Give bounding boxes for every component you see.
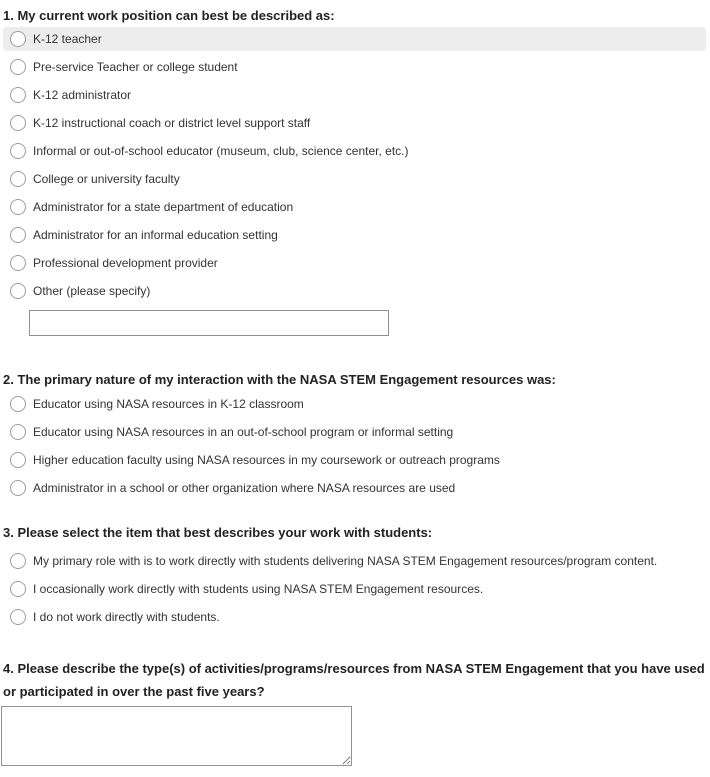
option-label: I occasionally work directly with students using NASA STEM Engagement resources.	[33, 582, 484, 596]
radio-icon[interactable]	[10, 199, 26, 215]
option-row[interactable]	[3, 139, 706, 163]
option-row[interactable]	[3, 167, 706, 191]
question-2-options	[3, 392, 706, 500]
option-label: Pre-service Teacher or college student	[33, 60, 238, 74]
option-row-other[interactable]	[3, 279, 706, 303]
option-label: Administrator for a state department of education	[33, 200, 294, 214]
option-row[interactable]	[3, 448, 706, 472]
question-4	[3, 657, 706, 771]
option-row[interactable]	[3, 549, 706, 573]
other-specify-input[interactable]	[29, 310, 389, 336]
option-row[interactable]	[3, 605, 706, 629]
option-label: My primary role with is to work directly with students delivering NASA STEM Engagement resources/program content.	[33, 554, 658, 568]
option-row[interactable]	[3, 476, 706, 500]
question-1-title: 1. My current work position can best be described as:	[3, 8, 335, 23]
option-label: K-12 teacher	[33, 32, 102, 46]
option-row[interactable]	[3, 195, 706, 219]
question-1	[3, 4, 706, 336]
radio-icon[interactable]	[10, 59, 26, 75]
radio-icon[interactable]	[10, 452, 26, 468]
radio-icon[interactable]	[10, 255, 26, 271]
radio-icon[interactable]	[10, 553, 26, 569]
option-row[interactable]	[3, 420, 706, 444]
option-label: I do not work directly with students.	[33, 610, 220, 624]
radio-icon[interactable]	[10, 143, 26, 159]
option-label: College or university faculty	[33, 172, 180, 186]
option-row[interactable]	[3, 392, 706, 416]
option-row[interactable]	[3, 111, 706, 135]
question-4-title: 4. Please describe the type(s) of activities/programs/resources from NASA STEM Engagement that you have used or participated in over the past five years?	[3, 661, 705, 699]
radio-icon[interactable]	[10, 480, 26, 496]
option-row[interactable]	[3, 251, 706, 275]
question-3-title: 3. Please select the item that best describes your work with students:	[3, 525, 433, 540]
radio-icon[interactable]	[10, 581, 26, 597]
radio-icon[interactable]	[10, 283, 26, 299]
answer-textarea-wrap	[1, 706, 352, 766]
answer-textarea[interactable]	[1, 706, 352, 766]
question-1-options	[3, 27, 706, 303]
question-2	[3, 368, 706, 500]
radio-icon[interactable]	[10, 227, 26, 243]
option-label: Other (please specify)	[33, 284, 151, 298]
option-label: Educator using NASA resources in an out-of-school program or informal setting	[33, 425, 454, 439]
question-2-title: 2. The primary nature of my interaction with the NASA STEM Engagement resources was:	[3, 372, 556, 387]
option-label: Educator using NASA resources in K-12 classroom	[33, 397, 304, 411]
radio-icon[interactable]	[10, 396, 26, 412]
option-row[interactable]	[3, 55, 706, 79]
option-label: Higher education faculty using NASA resources in my coursework or outreach programs	[33, 453, 500, 467]
radio-icon[interactable]	[10, 424, 26, 440]
option-label: Administrator for an informal education setting	[33, 228, 278, 242]
question-3	[3, 521, 706, 629]
radio-icon[interactable]	[10, 609, 26, 625]
question-3-options	[3, 549, 706, 629]
option-row[interactable]	[3, 27, 706, 51]
option-label: K-12 instructional coach or district level support staff	[33, 116, 311, 130]
option-label: Informal or out-of-school educator (museum, club, science center, etc.)	[33, 144, 409, 158]
radio-icon[interactable]	[10, 31, 26, 47]
radio-icon[interactable]	[10, 171, 26, 187]
option-row[interactable]	[3, 83, 706, 107]
option-row[interactable]	[3, 223, 706, 247]
option-label: Professional development provider	[33, 256, 218, 270]
radio-icon[interactable]	[10, 87, 26, 103]
radio-icon[interactable]	[10, 115, 26, 131]
option-label: K-12 administrator	[33, 88, 132, 102]
option-label: Administrator in a school or other organization where NASA resources are used	[33, 481, 456, 495]
option-row[interactable]	[3, 577, 706, 601]
